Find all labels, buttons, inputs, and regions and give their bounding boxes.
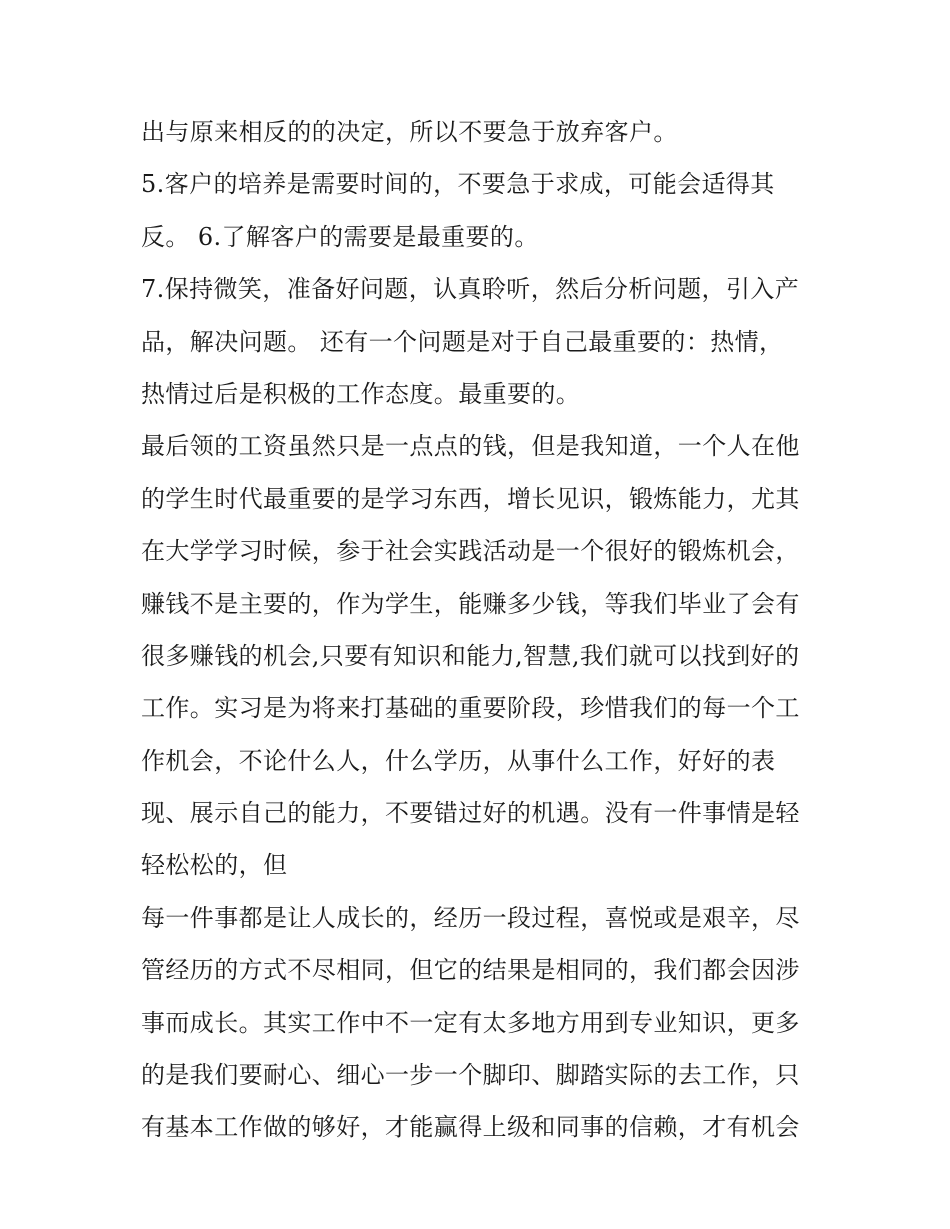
- text-line: 的学生时代最重要的是学习东西，增长见识，锻炼能力，尤其: [141, 484, 800, 513]
- text-line: 很多赚钱的机会,只要有知识和能力,智慧,我们就可以找到好的: [141, 641, 800, 670]
- text-line: 赚钱不是主要的，作为学生，能赚多少钱，等我们毕业了会有: [141, 589, 800, 618]
- text-line: 在大学学习时候，参于社会实践活动是一个很好的锻炼机会，: [141, 537, 800, 566]
- document-body: [141, 106, 821, 1154]
- text-line: 有基本工作做的够好，才能赢得上级和同事的信赖，才有机会: [141, 1113, 800, 1142]
- text-line: 作机会，不论什么人，什么学历，从事什么工作，好好的表: [141, 746, 776, 775]
- text-line: 现、展示自己的能力，不要错过好的机遇。没有一件事情是轻: [141, 799, 800, 828]
- text-line: 5.客户的培养是需要时间的，不要急于求成，可能会适得其: [141, 170, 775, 199]
- text-line: 事而成长。其实工作中不一定有太多地方用到专业知识，更多: [141, 1008, 800, 1037]
- text-line: 品，解决问题。 还有一个问题是对于自己最重要的：热情，: [141, 327, 784, 356]
- text-line: 轻松松的，但: [141, 851, 288, 880]
- text-line: 的是我们要耐心、细心一步一个脚印、脚踏实际的去工作，只: [141, 1061, 800, 1090]
- text-line: 管经历的方式不尽相同，但它的结果是相同的，我们都会因涉: [141, 956, 800, 985]
- text-line: 7.保持微笑，准备好问题，认真聆听，然后分析问题，引入产: [141, 275, 800, 304]
- text-line: 最后领的工资虽然只是一点点的钱，但是我知道，一个人在他: [141, 432, 800, 461]
- text-line: 热情过后是积极的工作态度。最重要的。: [141, 379, 581, 408]
- text-line: 反。 6.了解客户的需要是最重要的。: [141, 222, 539, 251]
- text-line: 出与原来相反的的决定，所以不要急于放弃客户。: [141, 118, 678, 146]
- text-line: 每一件事都是让人成长的，经历一段过程，喜悦或是艰辛，尽: [141, 903, 800, 932]
- text-line: 工作。实习是为将来打基础的重要阶段，珍惜我们的每一个工: [141, 694, 800, 723]
